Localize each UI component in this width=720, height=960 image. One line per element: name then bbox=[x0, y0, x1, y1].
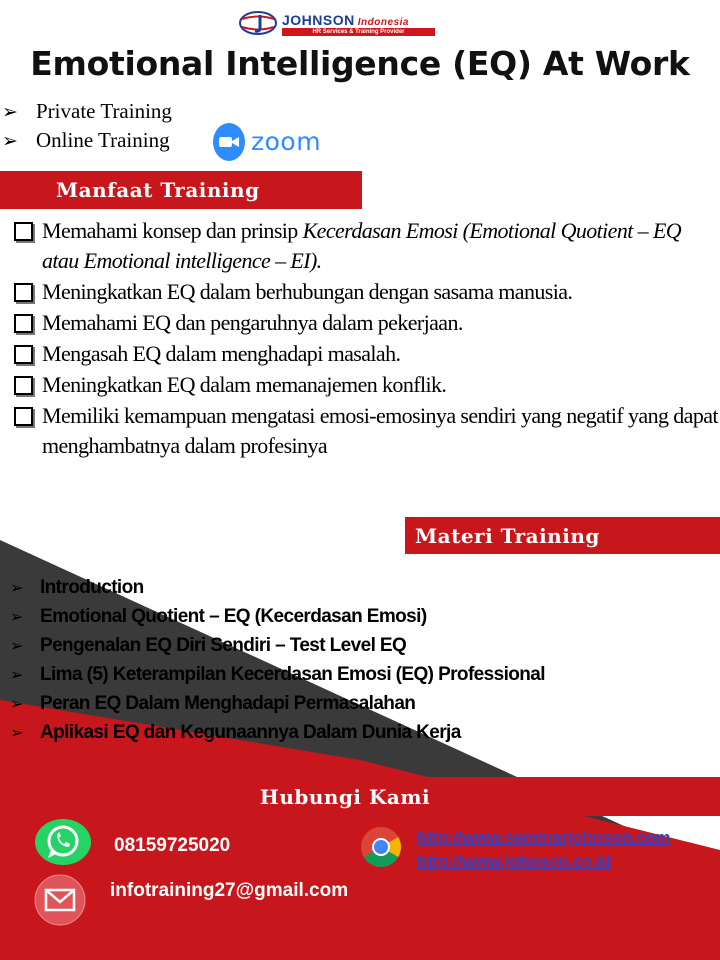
benefit-text: Mengasah EQ dalam menghadapi masalah. bbox=[42, 341, 401, 366]
email-address[interactable]: infotraining27@gmail.com bbox=[110, 880, 349, 901]
benefit-text: Memahami EQ dan pengaruhnya dalam pekerjaan. bbox=[42, 310, 463, 335]
benefit-text: Meningkatkan EQ dalam memanajemen konflik. bbox=[42, 372, 447, 397]
website-link-johnson[interactable]: http://www.johnson.co.id bbox=[417, 852, 612, 871]
checkbox-icon bbox=[14, 345, 33, 364]
materi-label: Lima (5) Keterampilan Kecerdasan Emosi (EQ) Professional bbox=[40, 663, 545, 685]
contact-heading: Hubungi Kami bbox=[259, 784, 431, 809]
mail-icon bbox=[34, 874, 86, 926]
materi-heading: Materi Training bbox=[415, 523, 600, 548]
checkbox-icon bbox=[14, 376, 33, 395]
benefit-list bbox=[14, 216, 718, 462]
materi-label: Emotional Quotient – EQ (Kecerdasan Emosi) bbox=[40, 605, 427, 627]
list-item bbox=[10, 602, 545, 631]
logo-tagline: HR Services & Training Provider bbox=[282, 28, 435, 36]
materi-label: Aplikasi EQ dan Kegunaannya Dalam Dunia Kerja bbox=[40, 721, 461, 743]
arrow-bullet-icon: ➢ bbox=[10, 694, 23, 713]
training-mode-list bbox=[2, 97, 172, 155]
list-item bbox=[14, 308, 718, 338]
arrow-bullet-icon: ➢ bbox=[10, 723, 23, 742]
zoom-logo bbox=[213, 123, 333, 161]
checkbox-icon bbox=[14, 222, 33, 241]
arrow-bullet-icon: ➢ bbox=[10, 636, 23, 655]
johnson-logo bbox=[238, 10, 443, 36]
materi-list bbox=[10, 573, 545, 747]
mode-label: Online Training bbox=[36, 128, 170, 152]
materi-label: Peran EQ Dalam Menghadapi Permasalahan bbox=[40, 692, 416, 714]
arrow-bullet-icon: ➢ bbox=[10, 607, 23, 626]
manfaat-heading: Manfaat Training bbox=[56, 178, 260, 202]
list-item bbox=[10, 631, 545, 660]
list-item bbox=[10, 660, 545, 689]
checkbox-icon bbox=[14, 283, 33, 302]
list-item bbox=[14, 370, 718, 400]
list-item bbox=[14, 339, 718, 369]
checkbox-icon bbox=[14, 314, 33, 333]
mode-label: Private Training bbox=[36, 99, 172, 123]
list-item bbox=[10, 573, 545, 602]
list-item bbox=[14, 216, 718, 276]
arrow-bullet-icon: ➢ bbox=[2, 129, 18, 152]
materi-label: Pengenalan EQ Diri Sendiri – Test Level EQ bbox=[40, 634, 407, 656]
globe-logo-icon bbox=[238, 10, 278, 36]
phone-number[interactable]: 08159725020 bbox=[114, 835, 231, 856]
list-item bbox=[14, 277, 718, 307]
logo-name: JOHNSON Indonesia bbox=[282, 12, 409, 28]
materi-banner bbox=[405, 517, 720, 554]
arrow-bullet-icon: ➢ bbox=[10, 578, 23, 597]
logo-suffix: Indonesia bbox=[357, 17, 409, 28]
list-item bbox=[10, 718, 545, 747]
benefit-text: Meningkatkan EQ dalam berhubungan dengan sasama manusia. bbox=[42, 279, 573, 304]
checkbox-icon bbox=[14, 407, 33, 426]
zoom-camera-icon bbox=[213, 123, 245, 161]
list-item bbox=[2, 126, 172, 155]
benefit-text: Memiliki kemampuan mengatasi emosi-emosinya sendiri yang negatif yang dapat menghambatnya dalam profesinya bbox=[42, 403, 718, 458]
list-item bbox=[2, 97, 172, 126]
contact-banner bbox=[0, 777, 720, 816]
chrome-icon bbox=[360, 826, 402, 868]
zoom-wordmark: zoom bbox=[251, 127, 322, 156]
arrow-bullet-icon: ➢ bbox=[10, 665, 23, 684]
benefit-text: Memahami konsep dan prinsip bbox=[42, 218, 303, 243]
materi-label: Introduction bbox=[40, 576, 144, 598]
list-item bbox=[10, 689, 545, 718]
list-item bbox=[14, 401, 718, 461]
manfaat-banner bbox=[0, 171, 362, 209]
arrow-bullet-icon: ➢ bbox=[2, 100, 18, 123]
page-title: Emotional Intelligence (EQ) At Work bbox=[30, 44, 690, 83]
website-link-seminarjohnson[interactable]: http://www.seminarjohnson.com bbox=[417, 828, 671, 847]
benefit-emphasis: Kecerdasan Emosi (Emotional Quotient – EQ atau Emotional intelligence – EI). bbox=[42, 218, 682, 273]
whatsapp-icon bbox=[34, 818, 92, 866]
